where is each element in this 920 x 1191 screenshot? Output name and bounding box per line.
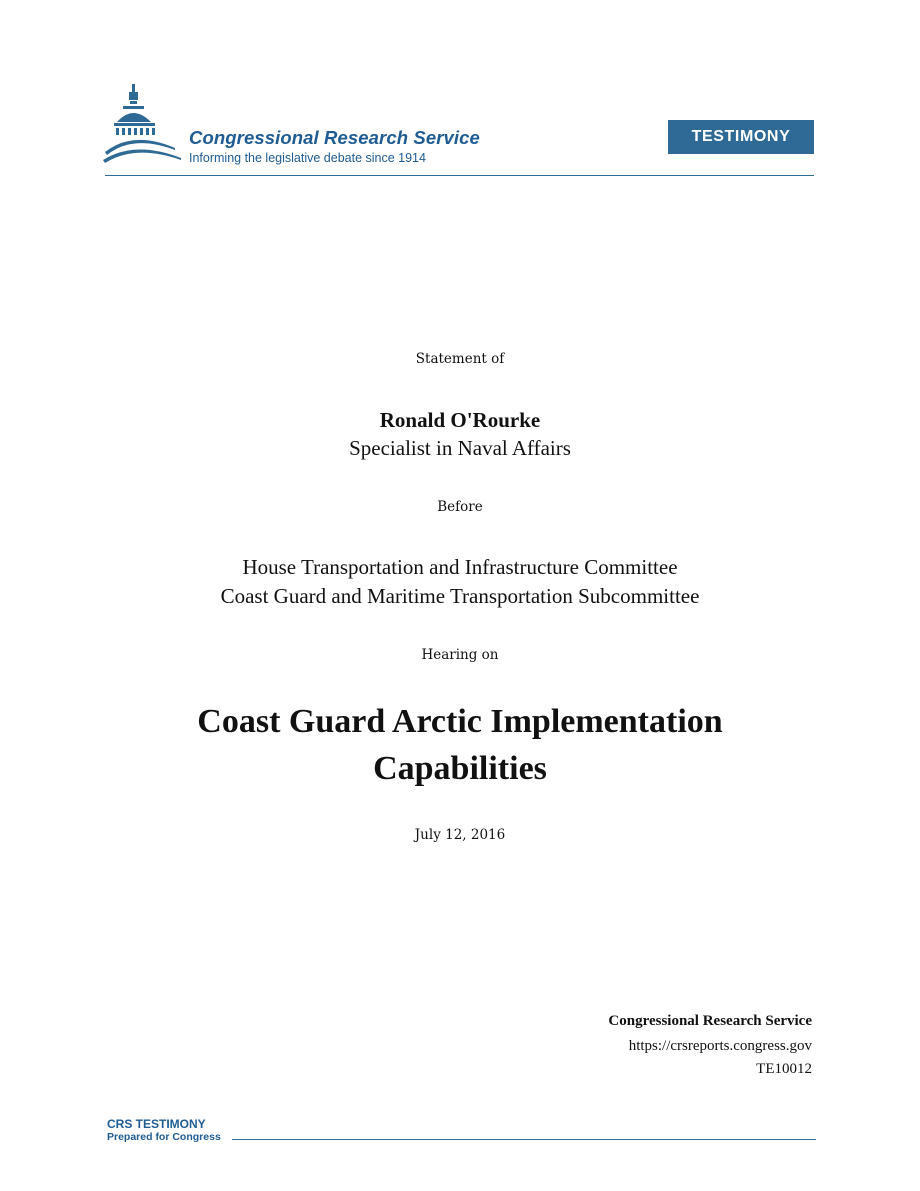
statement-of-label: Statement of — [415, 351, 505, 367]
footer-label-prepared-for-congress: Prepared for Congress — [107, 1131, 221, 1143]
report-id: TE10012 — [756, 1061, 812, 1077]
publisher-url[interactable]: https://crsreports.congress.gov — [628, 1038, 812, 1054]
capitol-dome-icon — [103, 82, 181, 168]
footer-label-crs-testimony: CRS TESTIMONY — [107, 1117, 206, 1131]
hearing-date: July 12, 2016 — [414, 827, 506, 843]
author-name: Ronald O'Rourke — [379, 408, 541, 432]
author-title: Specialist in Naval Affairs — [349, 436, 571, 460]
hearing-title-line2: Capabilities — [373, 750, 547, 787]
hearing-on-label: Hearing on — [421, 647, 499, 663]
org-name: Congressional Research Service — [189, 127, 480, 148]
testimony-badge: TESTIMONY — [668, 120, 814, 154]
publisher-name: Congressional Research Service — [608, 1013, 812, 1029]
footer-divider — [232, 1139, 816, 1140]
committee-name: House Transportation and Infrastructure Committee — [242, 555, 678, 579]
hearing-title-line1: Coast Guard Arctic Implementation — [197, 703, 723, 740]
org-tagline: Informing the legislative debate since 1914 — [189, 151, 426, 165]
header-divider — [105, 175, 814, 176]
before-label: Before — [437, 499, 483, 515]
subcommittee-name: Coast Guard and Maritime Transportation Subcommittee — [220, 584, 700, 608]
